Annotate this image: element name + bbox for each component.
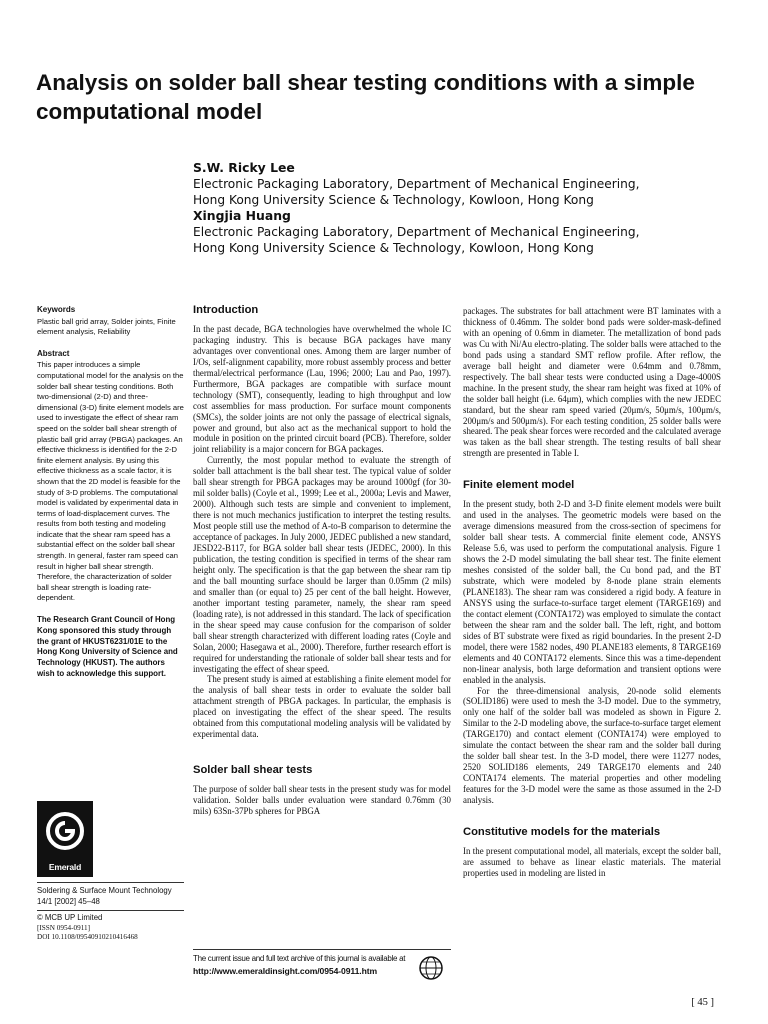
logo-wordmark: Emerald: [48, 862, 82, 872]
journal-doi: DOI 10.1108/09540910210416468: [37, 933, 138, 942]
sidebar: [37, 305, 184, 680]
paper-title: Analysis on solder ball shear testing conditions with a simple computational model: [36, 70, 695, 124]
author-affiliation: Electronic Packaging Laboratory, Department of Mechanical Engineering,: [193, 225, 640, 239]
abstract-heading: Abstract: [37, 348, 70, 358]
middle-column: [193, 305, 451, 817]
archive-link[interactable]: http://www.emeraldinsight.com/0954-0911.htm: [193, 966, 378, 976]
section-heading: Introduction: [193, 304, 259, 316]
section-heading: Finite element model: [463, 479, 575, 492]
emerald-logo-icon: [37, 801, 93, 861]
journal-copyright: © MCB UP Limited: [37, 913, 103, 923]
body-paragraph: In the present computational model, all materials, except the solder ball, are assumed to behave as linear elastic materials. The material properties used in modeling are listed in: [463, 845, 721, 878]
globe-icon: [418, 955, 444, 981]
body-paragraph: The present study is aimed at establishing a finite element model for the analysis of ball shear tests in order to evaluate the solder ball attachment strength of PBGA packages. In particular, the emphasis is placed on investigating the effect of the shear speed. The results obtained from this computational modeling analysis will be validated by experimental data.: [193, 674, 451, 740]
archive-text: The current issue and full text archive of this journal is available at: [193, 954, 406, 963]
author-affiliation: Electronic Packaging Laboratory, Department of Mechanical Engineering,: [193, 177, 640, 191]
author-block: [193, 160, 753, 256]
section-heading: Constitutive models for the materials: [463, 825, 661, 838]
body-paragraph: The purpose of solder ball shear tests in the present study was for model validation. Solder balls under evaluation were standard 0.76mm (30 mils) 63Sn-37Pb spheres for PBGA: [193, 784, 451, 817]
author-name: S.W. Ricky Lee: [193, 160, 295, 175]
section-heading: Solder ball shear tests: [193, 764, 313, 777]
abstract-text: This paper introduces a simple computational model for the analysis on the solder ball shear testing conditions. Both two-dimensional (2-D) and three-dimensional (3-D) finite element models are used to investigate the effect of shear ram speed on the solder ball shear strength of plastic ball grid array (PBGA) packages. An effective thickness is identified for the 2-D finite element analysis. By using this effective thickness as a scale factor, it is shown that the 2D model is feasible for the study of 3-D problems. The computational model is validated by experimental data in terms of load-displacement curves. The results from both testing and modeling indicate that the shear ram speed has a substantial effect on the solder ball shear strength. In general, faster ram speed can result in higher ball shear strength. Therefore, the characterization of solder ball shear strength is loading rate-dependent.: [37, 360, 184, 603]
right-column: [463, 306, 721, 879]
grant-acknowledgement: The Research Grant Council of Hong Kong sponsored this study through the grant of HKUST6231/01E to the Hong Kong University of Science and Technology (HKUST). The authors wish to acknowledge this support.: [37, 615, 178, 679]
body-paragraph: In the present study, both 2-D and 3-D finite element models were built and used in the analyses. The geometric models were based on the average dimensions measured from the cross-section of specimens for solder ball shear tests. A commercial finite element code, ANSYS Release 5.6, was used to perform the computational analysis. Figure 1 shows the 2-D model simulating the ball shear test. The finite element meshes consisted of the solder ball, the Cu bond pad, and the BT substrate, which were modeled by 8-node plane strain elements (PLANE183). The shear ram was considered a rigid body. A feature in ANSYS using the surface-to-surface target element (TARGE169) and the contact element (CONTA172) was employed to simulate the contact between the shear ram and the solder ball. The left, right, and bottom sides of BT substrate were fixed as rigid boundaries. In the present 2-D model, there were 1582 nodes, 490 PLANE183 elements, 8 TARGE169 elements and 40 CONTA172 elements. Since this was a time-dependent non-linear analysis, both large deformation and transient options were enabled in the analysis.: [463, 499, 721, 685]
journal-name: Soldering & Surface Mount Technology: [37, 886, 172, 895]
author-affiliation: Hong Kong University Science & Technology, Kowloon, Hong Kong: [193, 241, 594, 255]
page-number: [ 45 ]: [691, 997, 714, 1008]
journal-issue: 14/1 [2002] 45–48: [37, 896, 100, 906]
body-paragraph: packages. The substrates for ball attachment were BT laminates with a thickness of 0.46mm. The solder bond pads were solder-mask-defined with an opening of 0.6mm in diameter. The metallization of bond pads was Cu with Ni/Au electro-plating. The solder balls were attached to the bond pads using a standard SMT reflow profile. After reflow, the average ball height and diameter were 0.64mm and 0.78mm, respectively. The ball shear tests were conducted using a Dage-4000S machine. In the present study, the shear ram height was fixed at 10% of the solder ball height (i.e. 64μm), which complies with the new JEDEC standard, but the shear ram speed varied (20μm/s, 50μm/s, 100μm/s, 200μm/s and 500μm/s). For each testing condition, 25 solder balls were sheared. The peak shear forces were recorded and the calculated average was taken as the ball shear strength. The testing results of ball shear strength are presented in Table I.: [463, 306, 721, 459]
author-affiliation: Hong Kong University Science & Technology, Kowloon, Hong Kong: [193, 193, 594, 207]
journal-info: [37, 882, 184, 943]
body-paragraph: In the past decade, BGA technologies have overwhelmed the whole IC packaging industry. This is because BGA packages have many advantages over conventional ones. Among them are larger number of I/Os, self-alignment capability, more robust assembly process and better thermal/electrical performance (Lau, 1996; 2000; Lau and Pao, 1997). Furthermore, BGA packages are compatible with surface mount technology (SMT), consequently, leading to high throughput and low cost assemblies for mass production. For surface mount components (SMCs), the solder joints are not only the passage of electrical signals, power and ground, but also act as the mechanical support to hold the module in position on the printed circuit board (PCB). Therefore, solder joint reliability is a major concern for BGA packages.: [193, 323, 451, 455]
journal-issn: [ISSN 0954-0911]: [37, 923, 91, 932]
publisher-logo: [37, 801, 93, 877]
body-paragraph: Currently, the most popular method to evaluate the strength of solder ball attachment is the ball shear test. The typical value of solder ball shear strength for PBGA packages may be around 1000gf (for 30-mil solder balls) (Coyle et al., 1999; Lee et al., 2000a; Levis and Mawer, 2000). Although such tests are simple and convenient to implement, there is not much mechanics justification to interpret the testing results. Most people still use the method of A-to-B comparison to determine the acceptance of packages. In July 2000, JEDEC published a new standard, JESD22-B117, for BGA solder ball shear tests (JEDEC, 2000). In this publication, the testing condition is specified in terms of the shear ram height only. The specification is that the gap between the shear ram tip and the ball mounting surface should be larger than 0.05mm (2 mils) and smaller than (or equal to) 25 per cent of the ball height. However, another important testing parameter, namely, the shear ram speed (loading rate), is not addressed in this standard. The lack of specification in the shear speed may cause confusion for the comparison of solder ball shear strength characterized with different loading rates (Coyle and Solan, 2000; Hasegawa et al., 2000). Therefore, further research effort is required for understanding the rationale of solder ball shear tests and for investigating the effect of shear speed.: [193, 455, 451, 674]
archive-box: [193, 949, 451, 976]
author-name: Xingjia Huang: [193, 208, 291, 223]
body-paragraph: For the three-dimensional analysis, 20-node solid elements (SOLID186) were used to mesh the 3-D model. Due to the symmetry, only one half of the solder ball was modeled as shown in Figure 2. Similar to the 2-D modeling above, the surface-to-surface target element (TARGE170) and contact element (CONTA174) were employed to simulate the contact between the shear ram and the solder ball during the solder ball shear test. In the 3-D model, there were 11277 nodes, 2520 SOLID186 elements, 249 TARGE170 elements and 240 CONTA174 elements. The material properties and other modeling features for the 3-D model were the same as those assumed in the 2-D analysis.: [463, 685, 721, 806]
keywords-heading: Keywords: [37, 305, 76, 314]
keywords-text: Plastic ball grid array, Solder joints, Finite element analysis, Reliability: [37, 316, 176, 337]
